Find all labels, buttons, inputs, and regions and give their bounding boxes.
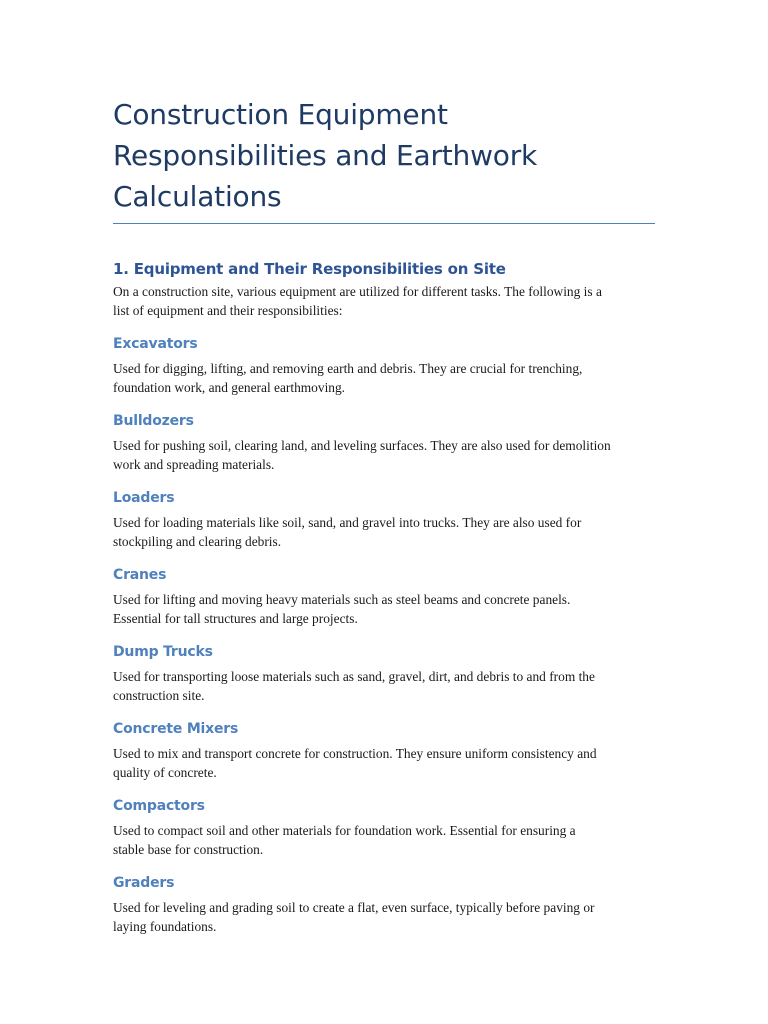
equipment-description	[113, 436, 655, 474]
title-divider	[113, 223, 655, 224]
document-title	[113, 94, 655, 223]
title-line: Responsibilities and Earthwork	[113, 139, 538, 172]
description-line: Used for digging, lifting, and removing earth and debris. They are crucial for trenching,	[113, 361, 583, 376]
description-line: quality of concrete.	[113, 765, 217, 780]
equipment-loaders	[113, 488, 655, 551]
section-heading: 1. Equipment and Their Responsibilities on Site	[113, 260, 506, 278]
equipment-description	[113, 744, 655, 782]
equipment-description	[113, 359, 655, 397]
intro-line: On a construction site, various equipment are utilized for different tasks. The following is a	[113, 284, 602, 299]
equipment-compactors	[113, 796, 655, 859]
description-line: stable base for construction.	[113, 842, 264, 857]
equipment-concrete-mixers	[113, 719, 655, 782]
equipment-heading: Dump Trucks	[113, 644, 213, 660]
intro-line: list of equipment and their responsibilities:	[113, 303, 343, 318]
description-line: construction site.	[113, 688, 205, 703]
equipment-heading: Concrete Mixers	[113, 721, 239, 737]
description-line: work and spreading materials.	[113, 457, 275, 472]
title-line: Calculations	[113, 180, 282, 213]
document-page	[113, 94, 655, 936]
description-line: laying foundations.	[113, 919, 217, 934]
equipment-description	[113, 513, 655, 551]
equipment-heading: Loaders	[113, 490, 175, 506]
equipment-dump-trucks	[113, 642, 655, 705]
description-line: Used for lifting and moving heavy materials such as steel beams and concrete panels.	[113, 592, 571, 607]
equipment-cranes	[113, 565, 655, 628]
equipment-description	[113, 667, 655, 705]
equipment-heading: Graders	[113, 875, 175, 891]
equipment-heading: Cranes	[113, 567, 167, 583]
description-line: Used to compact soil and other materials for foundation work. Essential for ensuring a	[113, 823, 576, 838]
equipment-heading: Excavators	[113, 336, 198, 352]
description-line: foundation work, and general earthmoving.	[113, 380, 346, 395]
equipment-bulldozers	[113, 411, 655, 474]
equipment-description	[113, 821, 655, 859]
equipment-heading: Compactors	[113, 798, 205, 814]
equipment-graders	[113, 873, 655, 936]
equipment-excavators	[113, 334, 655, 397]
description-line: Used for transporting loose materials such as sand, gravel, dirt, and debris to and from the	[113, 669, 595, 684]
description-line: Used for loading materials like soil, sand, and gravel into trucks. They are also used for	[113, 515, 582, 530]
title-line: Construction Equipment	[113, 98, 448, 131]
description-line: Used for leveling and grading soil to create a flat, even surface, typically before paving or	[113, 900, 595, 915]
equipment-heading: Bulldozers	[113, 413, 194, 429]
equipment-description	[113, 590, 655, 628]
description-line: stockpiling and clearing debris.	[113, 534, 282, 549]
equipment-description	[113, 898, 655, 936]
description-line: Essential for tall structures and large projects.	[113, 611, 358, 626]
description-line: Used to mix and transport concrete for construction. They ensure uniform consistency and	[113, 746, 597, 761]
description-line: Used for pushing soil, clearing land, and leveling surfaces. They are also used for demolition	[113, 438, 611, 453]
section-intro	[113, 282, 655, 320]
